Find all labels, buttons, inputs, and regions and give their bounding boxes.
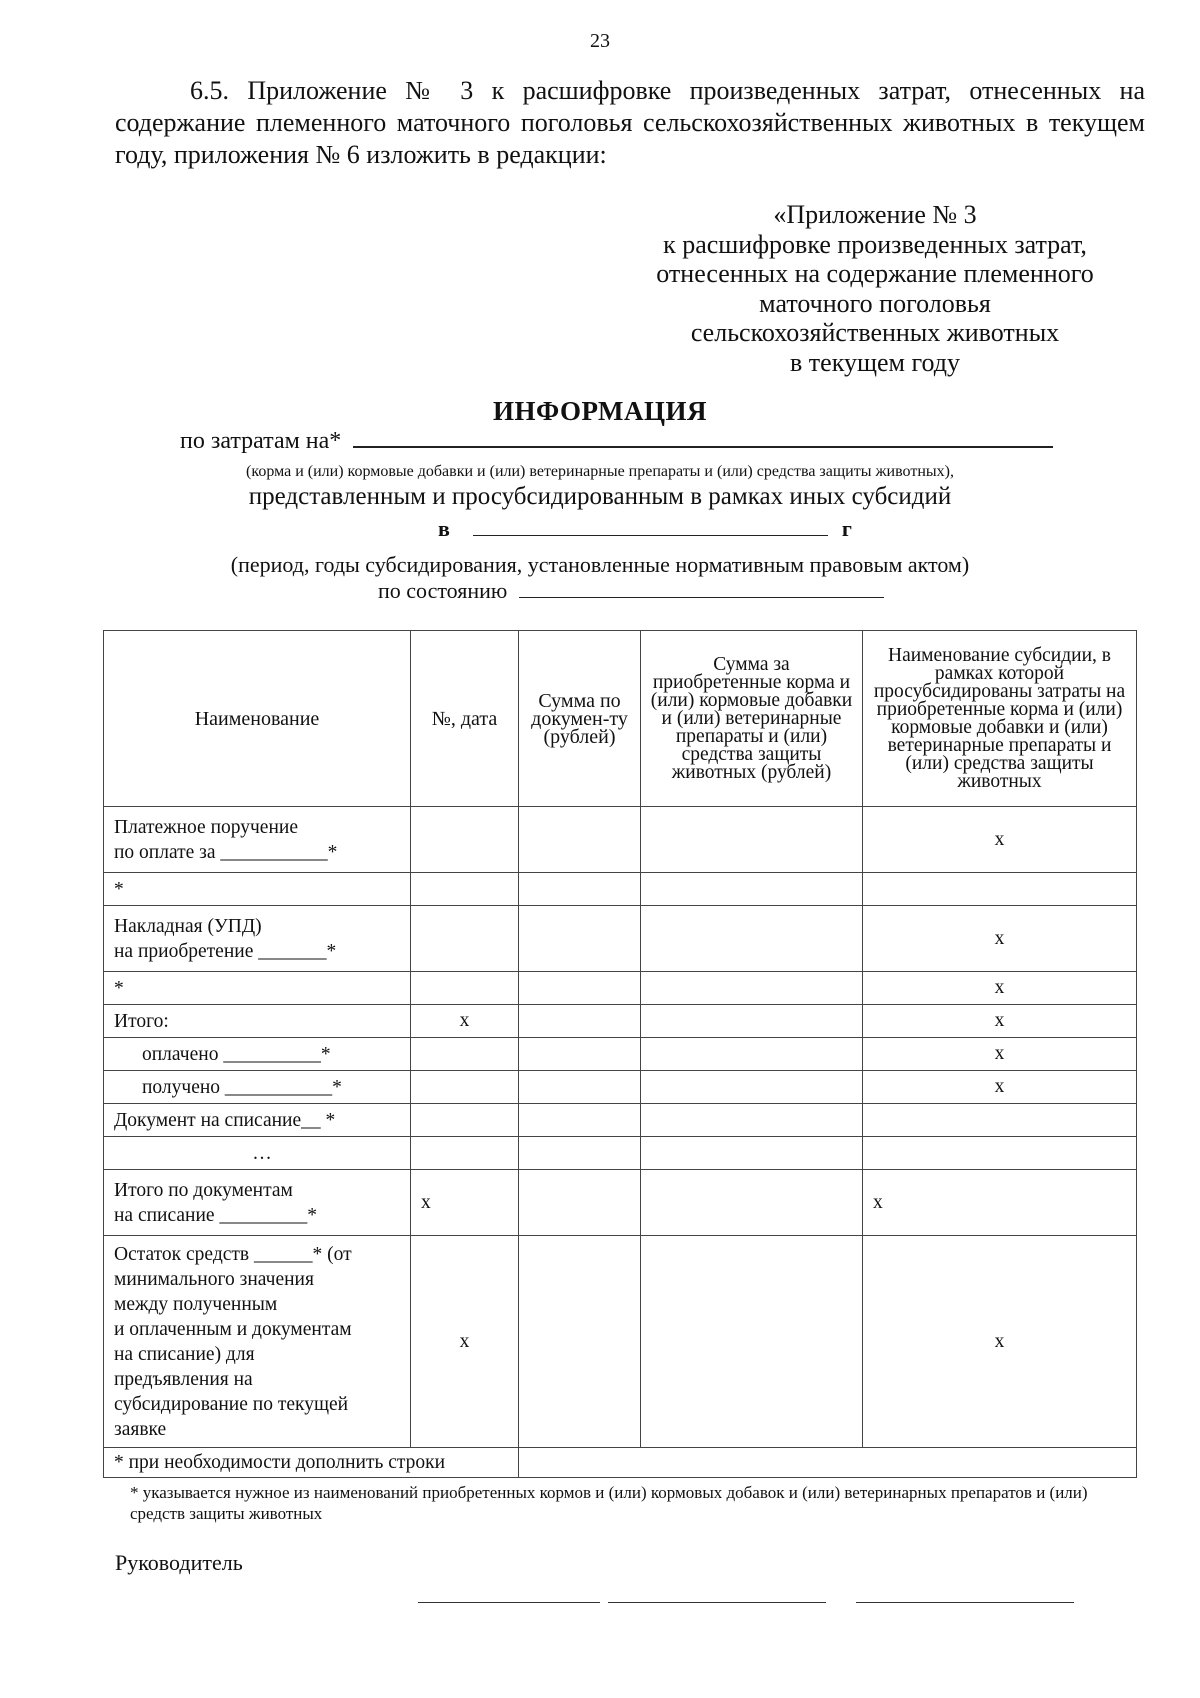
table-row [104,1071,1137,1104]
row-name-line: предъявления на [114,1368,253,1390]
table-row [104,906,1137,972]
date-line[interactable] [856,1602,1074,1603]
row-value-cell[interactable]: х [863,1005,1137,1038]
row-name-line: Итого: [114,1010,169,1032]
row-value-cell[interactable] [411,1038,519,1071]
row-name-cell [104,1236,411,1448]
row-value-cell[interactable] [519,1038,641,1071]
as-of-field-line[interactable] [519,597,884,598]
row-value-cell[interactable] [863,1104,1137,1137]
row-value-cell[interactable] [641,1137,863,1170]
row-value-cell[interactable]: х [863,906,1137,972]
in-label: в [438,516,450,541]
row-value-cell[interactable]: х [411,1170,519,1236]
as-of-label: по состоянию [378,578,508,603]
table-row [104,1137,1137,1170]
row-value-cell[interactable]: х [863,807,1137,873]
row-value-cell[interactable]: х [863,1170,1137,1236]
table-row [104,873,1137,906]
row-value-cell[interactable]: х [411,1236,519,1448]
row-name-line: получено ___________* [142,1076,342,1098]
header-document-sum: Сумма по докумен-ту (рублей) [519,631,641,807]
row-name-line: между полученным [114,1293,278,1315]
row-value-cell[interactable] [519,1137,641,1170]
table-header-row [104,631,1137,807]
row-value-cell[interactable] [519,807,641,873]
row-value-cell[interactable] [641,1005,863,1038]
row-value-cell[interactable] [519,1071,641,1104]
asterisk-note: * указывается нужное из наименований приобретенных кормов и (или) кормовых добавок и (или) ветеринарных препаратов и (или) средств защиты животных [130,1483,1088,1523]
costs-hint: (корма и (или) кормовые добавки и (или) ветеринарные препараты и (или) средства защиты животных), [246,463,954,480]
table-row [104,807,1137,873]
row-name-cell [104,972,411,1005]
row-name-cell [104,807,411,873]
row-value-cell[interactable] [641,807,863,873]
table-row [104,1038,1137,1071]
table-footnote-row [104,1448,1137,1478]
row-value-cell[interactable] [641,1071,863,1104]
row-name-line: Остаток средств ______* (от [114,1243,352,1265]
row-name-cell [104,1071,411,1104]
period-field-line[interactable] [473,535,828,536]
row-name-line: оплачено __________* [142,1043,331,1065]
director-label: Руководитель [115,1550,243,1575]
presented-text: представленным и просубсидированным в рамках иных субсидий [248,483,952,510]
period-row [438,516,852,542]
row-name-cell [104,1104,411,1137]
costs-row [180,428,1053,455]
row-value-cell[interactable] [641,1038,863,1071]
as-of-row [378,578,884,604]
row-value-cell[interactable] [641,972,863,1005]
table-row [104,1236,1137,1448]
row-value-cell[interactable] [411,807,519,873]
row-value-cell[interactable] [863,873,1137,906]
row-value-cell[interactable] [641,906,863,972]
row-value-cell[interactable] [641,1170,863,1236]
row-value-cell[interactable] [641,873,863,906]
row-name-line: минимального значения [114,1268,314,1290]
row-value-cell[interactable] [863,1137,1137,1170]
row-value-cell[interactable] [519,972,641,1005]
row-name-line: * [114,977,124,999]
form-title: ИНФОРМАЦИЯ [493,396,707,426]
row-name-line: … [252,1142,272,1164]
row-value-cell[interactable] [641,1236,863,1448]
row-name-cell [104,1170,411,1236]
row-value-cell[interactable]: х [411,1005,519,1038]
page-number: 23 [590,30,610,52]
period-text: (период, годы субсидирования, установленные нормативным правовым актом) [230,552,970,577]
row-name-line: на списание) для [114,1343,255,1365]
name-line[interactable] [608,1602,826,1603]
row-name-cell [104,873,411,906]
row-value-cell[interactable] [519,1236,641,1448]
table-row [104,972,1137,1005]
row-name-line: заявке [114,1418,167,1440]
row-value-cell[interactable]: х [863,1038,1137,1071]
row-name-cell [104,1005,411,1038]
row-name-line: Документ на списание__ * [114,1109,336,1131]
intro-paragraph: 6.5. Приложение № 3 к расшифровке произведенных затрат, отнесенных на содержание племенного маточного поголовья сельскохозяйственных животных в текущем году, приложения № 6 изложить в редакции: [115,76,1145,169]
appendix-header-line: к расшифровке произведенных затрат, [663,229,1087,259]
row-name-line: по оплате за ___________* [114,841,338,863]
appendix-header [620,200,1130,377]
row-value-cell[interactable] [519,1005,641,1038]
year-label: г [841,516,852,541]
row-name-line: и оплаченным и документам [114,1318,352,1340]
row-value-cell[interactable]: х [863,1071,1137,1104]
appendix-header-line: маточного поголовья [759,288,991,318]
row-value-cell[interactable]: х [863,1236,1137,1448]
row-value-cell[interactable] [411,1137,519,1170]
row-value-cell[interactable] [519,873,641,906]
footnote-cell: * при необходимости дополнить строки [104,1448,519,1478]
row-name-line: Накладная (УПД) [114,915,262,937]
costs-label: по затратам на* [180,428,342,454]
row-name-line: * [114,878,124,900]
row-name-line: Платежное поручение [114,816,298,838]
row-name-cell [104,906,411,972]
row-name-line: Итого по документам [114,1179,293,1201]
row-value-cell[interactable] [641,1104,863,1137]
appendix-header-line: в текущем году [790,347,960,377]
row-value-cell[interactable] [519,906,641,972]
row-name-line: субсидирование по текущей [114,1393,349,1415]
row-name-cell [104,1038,411,1071]
row-value-cell[interactable] [411,1071,519,1104]
header-name: Наименование [104,631,411,807]
row-value-cell[interactable] [519,1104,641,1137]
row-value-cell[interactable]: х [863,972,1137,1005]
row-value-cell[interactable] [519,1170,641,1236]
header-subsidy-name: Наименование субсидии, в рамках которой просубсидированы затраты на приобретенные корма и (или) кормовые добавки и (или) ветеринарные препараты и (или) средства защиты животных [863,631,1137,807]
appendix-header-line: сельскохозяйственных животных [690,318,1060,347]
table-body [104,807,1137,1448]
signature-line[interactable] [418,1602,600,1603]
costs-table [103,630,1137,1478]
row-value-cell[interactable] [411,906,519,972]
row-name-line: на приобретение _______* [114,940,337,962]
row-value-cell[interactable] [411,873,519,906]
header-number-date: №, дата [411,631,519,807]
row-name-line: на списание _________* [114,1204,317,1226]
appendix-header-line: отнесенных на содержание племенного [656,259,1094,288]
row-value-cell[interactable] [411,972,519,1005]
costs-field-line[interactable] [353,446,1053,448]
row-name-cell [104,1137,411,1170]
appendix-header-line: «Приложение № 3 [773,200,977,229]
header-purchase-sum: Сумма за приобретенные корма и (или) кормовые добавки и (или) ветеринарные препараты и (или) средства защиты животных (рублей) [641,631,863,807]
table-row [104,1170,1137,1236]
row-value-cell[interactable] [411,1104,519,1137]
table-row [104,1104,1137,1137]
table-row [104,1005,1137,1038]
